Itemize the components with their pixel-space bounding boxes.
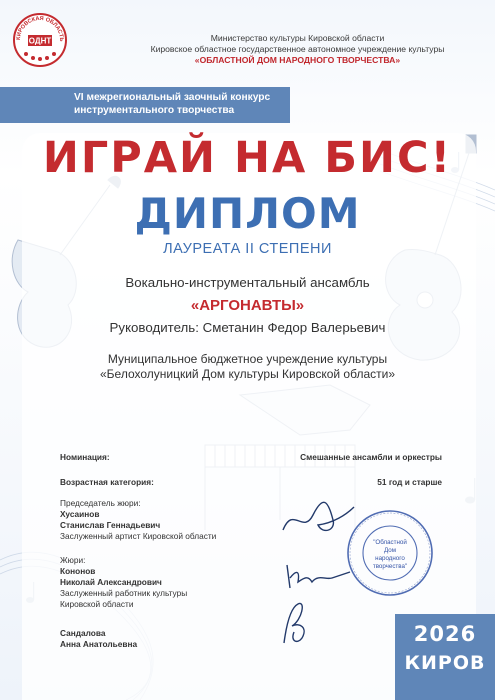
svg-text:народного: народного [375, 555, 405, 562]
jury-member1-title1: Заслуженный работник культуры [60, 588, 188, 598]
svg-text:КИРОВСКАЯ ОБЛАСТЬ: КИРОВСКАЯ ОБЛАСТЬ [15, 15, 65, 42]
contest-name: ИГРАЙ НА БИС! [42, 133, 453, 183]
recipient-type: Вокально-инструментальный ансамбль [125, 275, 370, 290]
logo [12, 12, 68, 68]
jury-member2-surname: Сандалова [60, 628, 106, 638]
institution-line-1: Муниципальное бюджетное учреждение культуры [107, 352, 388, 366]
nomination-value: Смешанные ансамбли и оркестры [300, 452, 442, 462]
jury-member1-surname: Кононов [60, 566, 96, 576]
official-stamp [345, 508, 435, 598]
recipient-name: «АРГОНАВТЫ» [190, 297, 305, 314]
signature-member1 [282, 560, 352, 595]
jury-member1-name: Николай Александрович [60, 577, 162, 587]
jury-member1-title2: Кировской области [60, 599, 134, 609]
recipient-leader: Руководитель: Сметанин Федор Валерьевич [109, 320, 386, 335]
jury-chair-surname: Хусаинов [60, 509, 100, 519]
org-line-1: Министерство культуры Кировской области [210, 33, 385, 43]
degree-label: ЛАУРЕАТА II СТЕПЕНИ [163, 241, 332, 257]
age-category-label: Возрастная категория: [60, 477, 154, 487]
jury-chair-name: Станислав Геннадьевич [60, 520, 161, 530]
svg-text:творчества": творчества" [372, 563, 408, 570]
org-line-2: Кировское областное государственное автономное учреждение культуры [150, 44, 445, 54]
svg-text:"Областной: "Областной [373, 539, 407, 546]
nomination-label: Номинация: [60, 452, 110, 462]
jury-label: Жюри: [60, 555, 86, 565]
svg-text:Дом: Дом [384, 547, 396, 554]
jury-chair-label: Председатель жюри: [60, 498, 141, 508]
year-label: 2026 [413, 622, 477, 646]
signature-member2 [272, 598, 322, 648]
age-category-value: 51 год и старше [377, 477, 442, 487]
org-line-3: «ОБЛАСТНОЙ ДОМ НАРОДНОГО ТВОРЧЕСТВА» [194, 55, 401, 65]
svg-text:ОДНТ: ОДНТ [28, 36, 52, 46]
institution-line-2: «Белохолуницкий Дом культуры Кировской области» [100, 367, 395, 381]
diploma-heading: ДИПЛОМ [134, 189, 361, 238]
contest-title: VI межрегиональный заочный конкурс инструментального творчества [74, 92, 271, 116]
jury-chair-title: Заслуженный артист Кировской области [60, 531, 217, 541]
city-label: КИРОВ [404, 652, 486, 674]
jury-member2-name: Анна Анатольевна [60, 639, 138, 649]
